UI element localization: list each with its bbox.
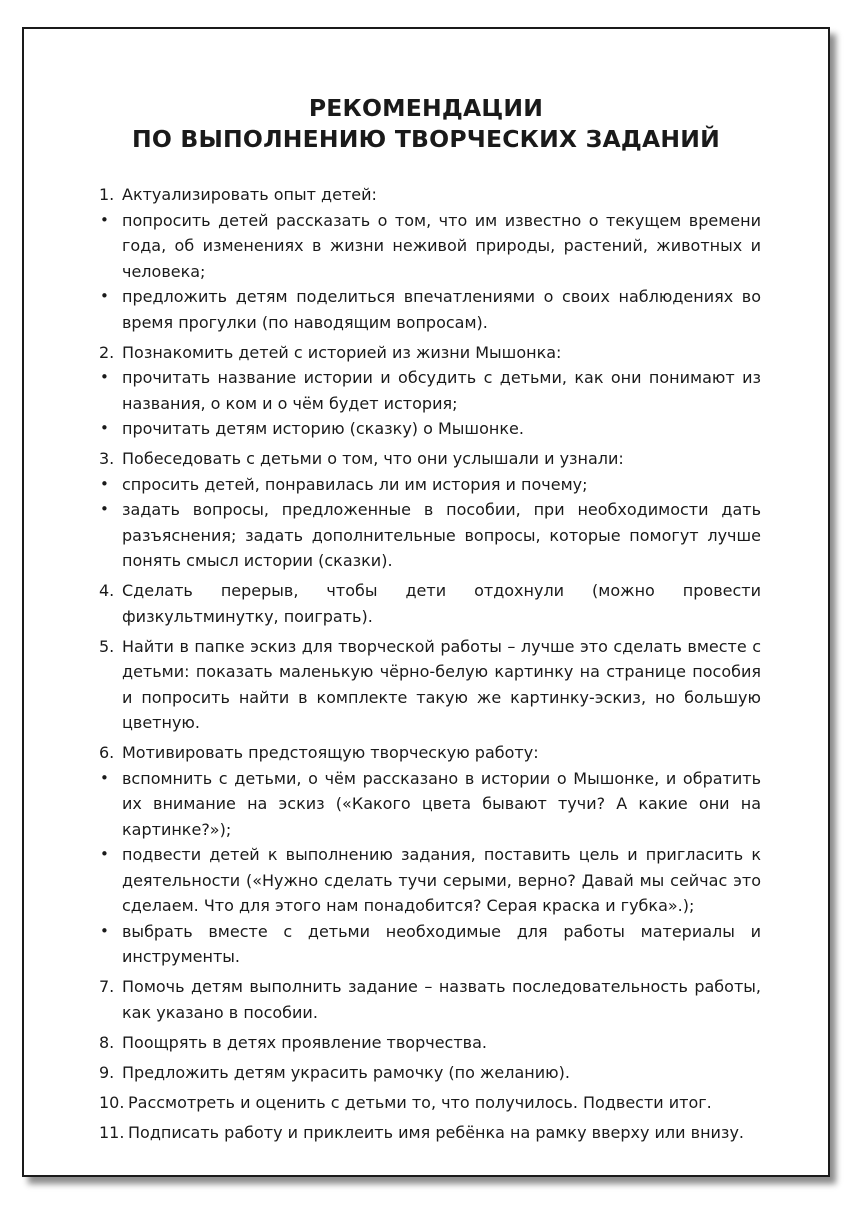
bullet-icon: •: [100, 921, 109, 940]
item-text: Подписать работу и приклеить имя ребёнка на рамку вверху или внизу.: [128, 1122, 744, 1142]
item-number: 8.: [99, 1032, 115, 1052]
numbered-item: [99, 578, 761, 629]
numbered-item: [99, 740, 761, 766]
list-item: [99, 974, 761, 1025]
bullet-icon: •: [100, 474, 109, 493]
bullet-icon: •: [100, 500, 109, 518]
title-line-2: ПО ВЫПОЛНЕНИЮ ТВОРЧЕСКИХ ЗАДАНИЙ: [131, 125, 721, 153]
numbered-item: [99, 1120, 761, 1146]
item-text: Сделать перерыв, чтобы дети отдохнули (можно провести физкультминутку, поиграть).: [122, 581, 761, 626]
bullet-text: выбрать вместе с детьми необходимые для работы материалы и инструменты.: [122, 921, 761, 966]
item-number: 7.: [99, 977, 115, 996]
document-page: [22, 27, 830, 1177]
numbered-item: [99, 340, 761, 366]
list-item: [99, 634, 761, 736]
bullet-icon: •: [100, 368, 109, 386]
item-number: 5.: [99, 636, 115, 656]
bullet-icon: •: [100, 845, 109, 863]
bullet-item: [99, 919, 761, 970]
bullet-item: [99, 842, 761, 919]
bullet-text: вспомнить с детьми, о чём рассказано в истории о Мышонке, и обратить их внимание на эскиз («Какого цвета бывают тучи? А какие они на картинке?»);: [122, 768, 761, 839]
recommendations-list: [99, 182, 761, 1150]
bullet-text: предложить детям поделиться впечатлениями о своих наблюдениях во время прогулки (по наводящим вопросам).: [122, 287, 761, 332]
numbered-item: [99, 1030, 761, 1056]
item-text: Мотивировать предстоящую творческую работу:: [122, 743, 539, 762]
numbered-item: [99, 634, 761, 736]
numbered-item: [99, 182, 761, 208]
item-text: Познакомить детей с историей из жизни Мышонка:: [122, 342, 562, 362]
bullet-item: [99, 472, 761, 498]
bullet-icon: •: [100, 419, 109, 437]
list-item: [99, 446, 761, 574]
bullet-item: [99, 766, 761, 843]
item-text: Рассмотреть и оценить с детьми то, что получилось. Подвести итог.: [128, 1092, 712, 1112]
item-number: 1.: [99, 185, 115, 204]
bullet-text: подвести детей к выполнению задания, поставить цель и пригласить к деятельности («Нужно сделать тучи серыми, верно? Давай мы сейчас это сделаем. Что для этого нам понадобится? Серая краска и губка».);: [122, 845, 761, 915]
bullet-icon: •: [100, 768, 109, 787]
bullet-icon: •: [100, 210, 109, 229]
bullet-text: прочитать детям историю (сказку) о Мышонке.: [122, 419, 524, 438]
numbered-item: [99, 1060, 761, 1086]
bullet-item: [99, 365, 761, 416]
bullet-icon: •: [100, 287, 109, 305]
item-number: 3.: [99, 449, 115, 468]
list-item: [99, 1120, 761, 1146]
list-item: [99, 578, 761, 629]
bullet-item: [99, 284, 761, 335]
item-text: Побеседовать с детьми о том, что они услышали и узнали:: [122, 449, 624, 468]
numbered-item: [99, 974, 761, 1025]
numbered-item: [99, 446, 761, 472]
bullet-item: [99, 208, 761, 285]
bullet-text: задать вопросы, предложенные в пособии, при необходимости дать разъяснения; задать дополнительные вопросы, которые помогут лучше понять смысл истории (сказки).: [122, 500, 761, 570]
item-number: 9.: [99, 1062, 115, 1082]
page-title: [24, 93, 828, 155]
bullet-text: спросить детей, понравилась ли им история и почему;: [122, 474, 588, 494]
item-number: 2.: [99, 342, 115, 362]
list-item: [99, 1060, 761, 1086]
bullet-text: попросить детей рассказать о том, что им известно о текущем времени года, об изменениях в жизни неживой природы, растений, животных и человека;: [122, 210, 761, 281]
list-item: [99, 740, 761, 970]
title-line-1: РЕКОМЕНДАЦИИ: [308, 94, 544, 122]
item-text: Предложить детям украсить рамочку (по желанию).: [122, 1062, 570, 1082]
item-number: 4.: [99, 581, 115, 600]
item-text: Поощрять в детях проявление творчества.: [122, 1032, 487, 1052]
item-number: 6.: [99, 743, 115, 762]
bullet-item: [99, 416, 761, 442]
item-text: Помочь детям выполнить задание – назвать последовательность работы, как указано в пособии.: [122, 977, 761, 1022]
list-item: [99, 340, 761, 442]
list-item: [99, 182, 761, 335]
bullet-item: [99, 497, 761, 574]
item-text: Актуализировать опыт детей:: [122, 185, 377, 204]
numbered-item: [99, 1090, 761, 1116]
list-item: [99, 1030, 761, 1056]
item-text: Найти в папке эскиз для творческой работы – лучше это сделать вместе с детьми: показать маленькую чёрно-белую картинку на странице пособия и попросить найти в комплекте такую же картинку-эскиз, но большую цветную.: [122, 636, 761, 732]
list-item: [99, 1090, 761, 1116]
item-number: 11.: [99, 1122, 125, 1142]
bullet-text: прочитать название истории и обсудить с детьми, как они понимают из названия, о ком и о чём будет история;: [122, 368, 761, 413]
item-number: 10.: [99, 1092, 125, 1112]
